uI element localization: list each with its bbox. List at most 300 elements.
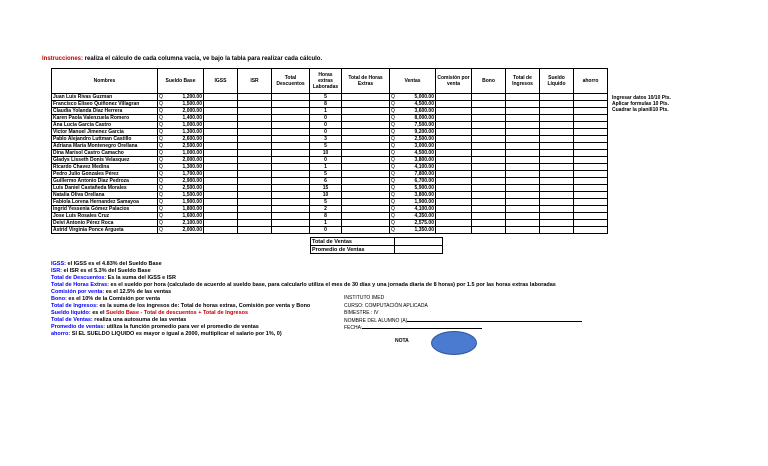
sales-value: 3,800.00 [414,192,434,198]
savings-cell[interactable] [574,227,608,234]
overtime-total-cell[interactable] [342,108,390,115]
total-discounts-cell[interactable] [272,150,310,157]
note-key: Promedio de ventas: [51,324,106,330]
isr-cell[interactable] [238,213,272,220]
base-salary-value: 1,400.00 [182,115,202,121]
employee-name-cell: Jose Luis Rosales Cruz [52,213,158,220]
currency-symbol: Q [391,178,395,184]
currency-symbol: Q [391,227,395,233]
total-income-cell[interactable] [506,185,540,192]
sales-cell [390,185,436,192]
base-salary-value: 1,300.00 [182,164,202,170]
table-row [52,136,608,143]
commission-cell[interactable] [436,122,472,129]
overtime-hours-cell: 1 [310,108,342,115]
overtime-total-cell[interactable] [342,94,390,101]
igss-cell[interactable] [204,115,238,122]
formula-note [51,268,556,275]
isr-cell[interactable] [238,199,272,206]
isr-cell[interactable] [238,164,272,171]
sales-value: 4,500.00 [414,150,434,156]
net-salary-cell[interactable] [540,129,574,136]
net-salary-cell[interactable] [540,220,574,227]
base-salary-cell [158,129,204,136]
total-discounts-cell[interactable] [272,178,310,185]
total-sales-cell[interactable] [395,238,443,246]
currency-symbol: Q [159,185,163,191]
net-salary-cell[interactable] [540,199,574,206]
isr-cell[interactable] [238,157,272,164]
commission-cell[interactable] [436,192,472,199]
bimester-line: BIMESTRE : IV [344,310,379,316]
overtime-total-cell[interactable] [342,115,390,122]
total-income-cell[interactable] [506,164,540,171]
currency-symbol: Q [391,213,395,219]
total-discounts-cell[interactable] [272,157,310,164]
overtime-total-cell[interactable] [342,220,390,227]
overtime-hours-cell: 10 [310,192,342,199]
isr-cell[interactable] [238,206,272,213]
total-discounts-cell[interactable] [272,192,310,199]
total-income-cell[interactable] [506,199,540,206]
savings-cell[interactable] [574,143,608,150]
overtime-total-cell[interactable] [342,136,390,143]
savings-cell[interactable] [574,150,608,157]
isr-cell[interactable] [238,143,272,150]
currency-symbol: Q [159,164,163,170]
igss-cell[interactable] [204,227,238,234]
column-header: ISR [238,69,272,94]
bonus-cell[interactable] [472,220,506,227]
commission-cell[interactable] [436,108,472,115]
table-row [52,171,608,178]
table-row [52,213,608,220]
base-salary-cell [158,178,204,185]
grading-note: Cuadrar la planill10 Pts. [612,107,669,113]
overtime-hours-cell: 3 [310,136,342,143]
overtime-total-cell[interactable] [342,213,390,220]
commission-cell[interactable] [436,157,472,164]
igss-cell[interactable] [204,178,238,185]
column-header: ahorro [574,69,608,94]
bonus-cell[interactable] [472,199,506,206]
commission-cell[interactable] [436,199,472,206]
igss-cell[interactable] [204,101,238,108]
isr-cell[interactable] [238,115,272,122]
savings-cell[interactable] [574,220,608,227]
igss-cell[interactable] [204,129,238,136]
savings-cell[interactable] [574,164,608,171]
sales-cell [390,101,436,108]
net-salary-cell[interactable] [540,115,574,122]
net-salary-cell[interactable] [540,150,574,157]
commission-cell[interactable] [436,136,472,143]
savings-cell[interactable] [574,192,608,199]
net-salary-cell[interactable] [540,108,574,115]
sales-value: 1,900.00 [414,199,434,205]
net-salary-cell[interactable] [540,185,574,192]
bonus-cell[interactable] [472,150,506,157]
totals-table [310,237,443,254]
currency-symbol: Q [391,136,395,142]
overtime-total-cell[interactable] [342,164,390,171]
total-discounts-cell[interactable] [272,101,310,108]
currency-symbol: Q [391,115,395,121]
bonus-cell[interactable] [472,122,506,129]
overtime-hours-cell: 0 [310,122,342,129]
net-salary-cell[interactable] [540,122,574,129]
savings-cell[interactable] [574,171,608,178]
currency-symbol: Q [159,199,163,205]
total-discounts-cell[interactable] [272,206,310,213]
base-salary-value: 1,800.00 [182,206,202,212]
sales-cell [390,143,436,150]
isr-cell[interactable] [238,108,272,115]
overtime-total-cell[interactable] [342,206,390,213]
total-discounts-cell[interactable] [272,199,310,206]
note-key: ISR: [51,268,62,274]
employee-name-cell: Gladys Lisseth Donis Velasquez [52,157,158,164]
bonus-cell[interactable] [472,115,506,122]
overtime-hours-cell: 0 [310,129,342,136]
isr-cell[interactable] [238,94,272,101]
bonus-cell[interactable] [472,129,506,136]
student-name-label: NOMBRE DEL ALUMNO (A) [344,317,408,324]
table-row [52,192,608,199]
commission-cell[interactable] [436,206,472,213]
total-income-cell[interactable] [506,157,540,164]
bonus-cell[interactable] [472,206,506,213]
column-header: Nombres [52,69,158,94]
bonus-cell[interactable] [472,157,506,164]
isr-cell[interactable] [238,185,272,192]
isr-cell[interactable] [238,150,272,157]
table-row [52,129,608,136]
employee-name-cell: Pablo Alejandro Luttman Castillo [52,136,158,143]
commission-cell[interactable] [436,178,472,185]
net-salary-cell[interactable] [540,178,574,185]
course-line: CURSO: COMPUTACIÓN APLICADA [344,302,428,309]
total-income-cell[interactable] [506,136,540,143]
currency-symbol: Q [159,101,163,107]
overtime-hours-cell: 2 [310,206,342,213]
isr-cell[interactable] [238,227,272,234]
commission-cell[interactable] [436,213,472,220]
total-income-cell[interactable] [506,227,540,234]
base-salary-value: 2,000.00 [182,227,202,233]
column-header: Comisión por venta [436,69,472,94]
total-discounts-cell[interactable] [272,164,310,171]
table-row [52,164,608,171]
base-salary-value: 1,000.00 [182,150,202,156]
net-salary-cell[interactable] [540,94,574,101]
bonus-cell[interactable] [472,136,506,143]
employee-name-cell: Guillermo Antonio Diaz Pedroza [52,178,158,185]
total-income-cell[interactable] [506,101,540,108]
bonus-cell[interactable] [472,178,506,185]
grade-label: NOTA [395,338,409,344]
igss-cell[interactable] [204,94,238,101]
column-header: Sueldo Líquido [540,69,574,94]
total-income-cell[interactable] [506,143,540,150]
bonus-cell[interactable] [472,101,506,108]
igss-cell[interactable] [204,108,238,115]
total-discounts-cell[interactable] [272,220,310,227]
note-text: es el [90,310,107,316]
bonus-cell[interactable] [472,94,506,101]
igss-cell[interactable] [204,199,238,206]
overtime-total-cell[interactable] [342,185,390,192]
igss-cell[interactable] [204,143,238,150]
savings-cell[interactable] [574,185,608,192]
note-text: Es la suma del IGSS e ISR [106,275,176,281]
column-header: Horas extras Laboradas [310,69,342,94]
overtime-total-cell[interactable] [342,227,390,234]
base-salary-value: 2,500.00 [182,143,202,149]
employee-name-cell: Claudia Yolanda Diaz Herrera [52,108,158,115]
base-salary-value: 1,900.00 [182,199,202,205]
total-discounts-cell[interactable] [272,136,310,143]
bonus-cell[interactable] [472,213,506,220]
total-discounts-cell[interactable] [272,94,310,101]
sales-value: 3,000.00 [414,143,434,149]
commission-cell[interactable] [436,101,472,108]
igss-cell[interactable] [204,213,238,220]
overtime-total-cell[interactable] [342,192,390,199]
note-text: es el sueldo por hora (calculado de acuerdo al sueldo base, para calcularlo utiliza el mes de 30 días y una jornada diaria de 8 horas) por 1.5 por las horas extras laboradas [108,282,556,288]
savings-cell[interactable] [574,115,608,122]
savings-cell[interactable] [574,122,608,129]
savings-cell[interactable] [574,94,608,101]
total-income-cell[interactable] [506,115,540,122]
net-salary-cell[interactable] [540,227,574,234]
sales-cell [390,192,436,199]
overtime-total-cell[interactable] [342,101,390,108]
savings-cell[interactable] [574,129,608,136]
total-income-cell[interactable] [506,206,540,213]
base-salary-value: 2,900.00 [182,178,202,184]
employee-name-cell: Natalia Oliva Orellana [52,192,158,199]
currency-symbol: Q [159,192,163,198]
sales-value: 3,600.00 [414,108,434,114]
total-income-cell[interactable] [506,220,540,227]
commission-cell[interactable] [436,185,472,192]
base-salary-cell [158,157,204,164]
base-salary-value: 1,300.00 [182,129,202,135]
igss-cell[interactable] [204,122,238,129]
total-discounts-cell[interactable] [272,129,310,136]
net-salary-cell[interactable] [540,213,574,220]
overtime-total-cell[interactable] [342,122,390,129]
formula-note [51,282,556,289]
formula-note [51,261,556,268]
bonus-cell[interactable] [472,143,506,150]
igss-cell[interactable] [204,157,238,164]
net-salary-cell[interactable] [540,206,574,213]
commission-cell[interactable] [436,150,472,157]
igss-cell[interactable] [204,192,238,199]
isr-cell[interactable] [238,122,272,129]
total-discounts-cell[interactable] [272,122,310,129]
igss-cell[interactable] [204,206,238,213]
base-salary-cell [158,108,204,115]
commission-cell[interactable] [436,171,472,178]
igss-cell[interactable] [204,136,238,143]
savings-cell[interactable] [574,136,608,143]
total-income-cell[interactable] [506,129,540,136]
total-discounts-cell[interactable] [272,213,310,220]
total-discounts-cell[interactable] [272,171,310,178]
total-discounts-cell[interactable] [272,185,310,192]
sales-value: 5,900.00 [414,185,434,191]
note-key: Total de Ingresos: [51,303,98,309]
currency-symbol: Q [159,178,163,184]
isr-cell[interactable] [238,136,272,143]
base-salary-value: 1,700.00 [182,171,202,177]
grading-note: Aplicar formulas 10 Pts. [612,101,669,107]
overtime-total-cell[interactable] [342,178,390,185]
table-row [52,143,608,150]
date-field[interactable] [362,328,482,329]
net-salary-cell[interactable] [540,143,574,150]
overtime-total-cell[interactable] [342,129,390,136]
average-sales-cell[interactable] [395,246,443,254]
total-income-cell[interactable] [506,150,540,157]
overtime-hours-cell: 1 [310,220,342,227]
total-income-cell[interactable] [506,192,540,199]
overtime-hours-cell: 0 [310,227,342,234]
total-income-cell[interactable] [506,94,540,101]
currency-symbol: Q [159,150,163,156]
note-text: utiliza la función promedio para ver el promedio de ventas [105,324,259,330]
savings-cell[interactable] [574,157,608,164]
isr-cell[interactable] [238,171,272,178]
commission-cell[interactable] [436,143,472,150]
bonus-cell[interactable] [472,171,506,178]
total-income-cell[interactable] [506,108,540,115]
currency-symbol: Q [159,115,163,121]
total-discounts-cell[interactable] [272,108,310,115]
igss-cell[interactable] [204,164,238,171]
note-key: Bono: [51,296,67,302]
bonus-cell[interactable] [472,164,506,171]
student-name-field[interactable] [407,321,582,322]
sales-value: 4,100.00 [414,164,434,170]
table-row [52,206,608,213]
instructions-text: realiza el cálculo de cada columna vacía, ve bajo la tabla para realizar cada cálculo. [83,56,323,62]
net-salary-cell[interactable] [540,101,574,108]
isr-cell[interactable] [238,192,272,199]
base-salary-cell [158,206,204,213]
total-discounts-cell[interactable] [272,115,310,122]
savings-cell[interactable] [574,178,608,185]
base-salary-cell [158,185,204,192]
total-sales-label: Total de Ventas [311,238,395,246]
overtime-total-cell[interactable] [342,171,390,178]
average-sales-label: Promedio de Ventas [311,246,395,254]
employee-name-cell: Astrid Virginia Ponce Argueta [52,227,158,234]
total-income-cell[interactable] [506,171,540,178]
isr-cell[interactable] [238,220,272,227]
net-salary-cell[interactable] [540,192,574,199]
overtime-total-cell[interactable] [342,157,390,164]
overtime-total-cell[interactable] [342,150,390,157]
base-salary-value: 1,500.00 [182,192,202,198]
sales-value: 5,000.00 [414,94,434,100]
sales-value: 9,200.00 [414,129,434,135]
bonus-cell[interactable] [472,192,506,199]
note-text: el ISR es el 5.3% del Sueldo Base [62,268,151,274]
base-salary-cell [158,136,204,143]
isr-cell[interactable] [238,129,272,136]
base-salary-value: 1,500.00 [182,101,202,107]
table-row [52,178,608,185]
savings-cell[interactable] [574,206,608,213]
currency-symbol: Q [391,220,395,226]
sales-value: 4,350.00 [414,213,434,219]
igss-cell[interactable] [204,220,238,227]
base-salary-value: 2,100.00 [182,220,202,226]
employee-name-cell: Ana Lucia García Castro [52,122,158,129]
igss-cell[interactable] [204,171,238,178]
overtime-hours-cell: 5 [310,143,342,150]
sales-value: 1,350.00 [414,227,434,233]
bonus-cell[interactable] [472,185,506,192]
bonus-cell[interactable] [472,227,506,234]
overtime-total-cell[interactable] [342,143,390,150]
net-salary-cell[interactable] [540,171,574,178]
bonus-cell[interactable] [472,108,506,115]
currency-symbol: Q [391,164,395,170]
commission-cell[interactable] [436,164,472,171]
total-income-cell[interactable] [506,213,540,220]
savings-cell[interactable] [574,101,608,108]
igss-cell[interactable] [204,185,238,192]
overtime-hours-cell: 5 [310,199,342,206]
igss-cell[interactable] [204,150,238,157]
isr-cell[interactable] [238,101,272,108]
total-discounts-cell[interactable] [272,143,310,150]
employee-name-cell: Luis Daniel Castañeda Morales [52,185,158,192]
note-key: Sueldo líquido: [51,310,91,316]
isr-cell[interactable] [238,178,272,185]
net-salary-cell[interactable] [540,157,574,164]
net-salary-cell[interactable] [540,164,574,171]
net-salary-cell[interactable] [540,136,574,143]
commission-cell[interactable] [436,115,472,122]
total-income-cell[interactable] [506,178,540,185]
overtime-total-cell[interactable] [342,199,390,206]
commission-cell[interactable] [436,129,472,136]
employee-name-cell: Ricardo Chavez Medina [52,164,158,171]
overtime-hours-cell: 15 [310,185,342,192]
note-text: realiza una autosuma de las ventas [92,317,187,323]
commission-cell[interactable] [436,227,472,234]
table-row [52,185,608,192]
total-income-cell[interactable] [506,122,540,129]
base-salary-value: 2,000.00 [182,157,202,163]
base-salary-cell [158,171,204,178]
savings-cell[interactable] [574,213,608,220]
commission-cell[interactable] [436,94,472,101]
commission-cell[interactable] [436,220,472,227]
base-salary-cell [158,199,204,206]
savings-cell[interactable] [574,108,608,115]
payroll-table [51,68,608,234]
note-key: IGSS: [51,261,66,267]
savings-cell[interactable] [574,199,608,206]
total-discounts-cell[interactable] [272,227,310,234]
